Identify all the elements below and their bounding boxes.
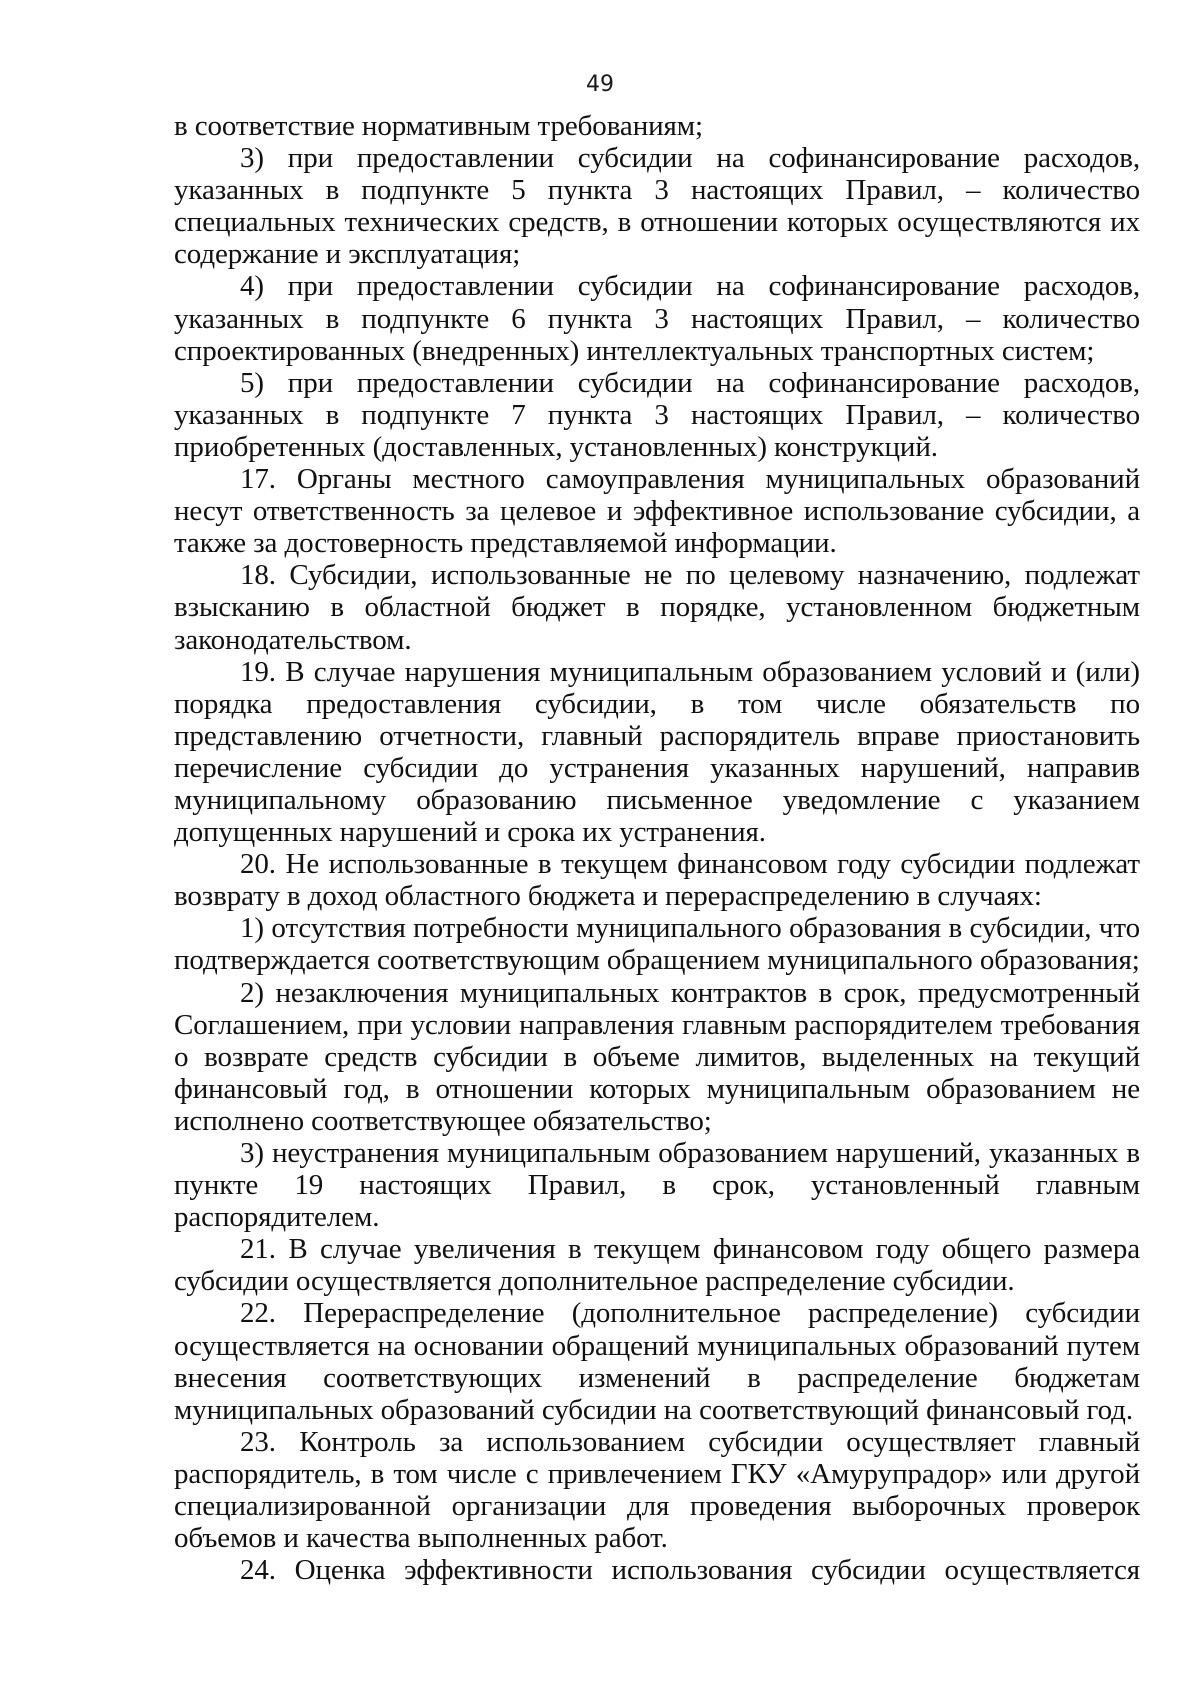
document-body [174, 110, 1140, 1586]
paragraph-item-5: 5) при предоставлении субсидии на софинансирование расходов, указанных в подпункте 7 пункта 3 настоящих Правил, – количество приобретенных (доставленных, установленных) конструкций. [174, 366, 1140, 463]
paragraph-item-3: 3) при предоставлении субсидии на софинансирование расходов, указанных в подпункте 5 пункта 3 настоящих Правил, – количество специальных технических средств, в отношении которых осуществляются их содержание и эксплуатация; [174, 142, 1140, 271]
paragraph-20-item-2: 2) незаключения муниципальных контрактов в срок, предусмотренный Соглашением, при условии направления главным распорядителем требования о возврате средств субсидии в объеме лимитов, выделенных на текущий финансовый год, в отношении которых муниципальным образованием не исполнено соответствующее обязательство; [174, 976, 1140, 1137]
paragraph-21: 21. В случае увеличения в текущем финансовом году общего размера субсидии осуществляется дополнительное распределение субсидии. [174, 1233, 1140, 1298]
paragraph-20: 20. Не использованные в текущем финансовом году субсидии подлежат возврату в доход областного бюджета и перераспределению в случаях: [174, 848, 1140, 913]
paragraph-23: 23. Контроль за использованием субсидии осуществляет главный распорядитель, в том числе с привлечением ГКУ «Амурупрадор» или другой специализированной организации для проведения выборочных проверок объемов и качества выполненных работ. [174, 1425, 1140, 1555]
paragraph-17: 17. Органы местного самоуправления муниципальных образований несут ответственность за целевое и эффективное использование субсидии, а также за достоверность представляемой информации. [174, 463, 1140, 560]
paragraph-22: 22. Перераспределение (дополнительное распределение) субсидии осуществляется на основании обращений муниципальных образований путем внесения соответствующих изменений в распределение бюджетам муниципальных образований субсидии на соответствующий финансовый год. [174, 1297, 1140, 1426]
paragraph-item-4: 4) при предоставлении субсидии на софинансирование расходов, указанных в подпункте 6 пункта 3 настоящих Правил, – количество спроектированных (внедренных) интеллектуальных транспортных систем; [174, 270, 1140, 367]
paragraph-continuation: в соответствие нормативным требованиям; [174, 110, 703, 142]
paragraph-18: 18. Субсидии, использованные не по целевому назначению, подлежат взысканию в областной бюджет в порядке, установленном бюджетным законодательством. [174, 559, 1140, 656]
paragraph-20-item-3: 3) неустранения муниципальным образованием нарушений, указанных в пункте 19 настоящих Правил, в срок, установленный главным распорядителем. [174, 1137, 1140, 1234]
paragraph-24: 24. Оценка эффективности использования субсидии осуществляется [240, 1554, 1140, 1587]
paragraph-20-item-1: 1) отсутствия потребности муниципального образования в субсидии, что подтверждается соответствующим обращением муниципального образования; [174, 912, 1140, 977]
paragraph-19: 19. В случае нарушения муниципальным образованием условий и (или) порядка предоставления субсидии, в том числе обязательств по представлению отчетности, главный распорядитель вправе приостановить перечисление субсидии до устранения указанных нарушений, направив муниципальному образованию письменное уведомление с указанием допущенных нарушений и срока их устранения. [174, 655, 1140, 849]
page-number: 49 [586, 72, 614, 97]
